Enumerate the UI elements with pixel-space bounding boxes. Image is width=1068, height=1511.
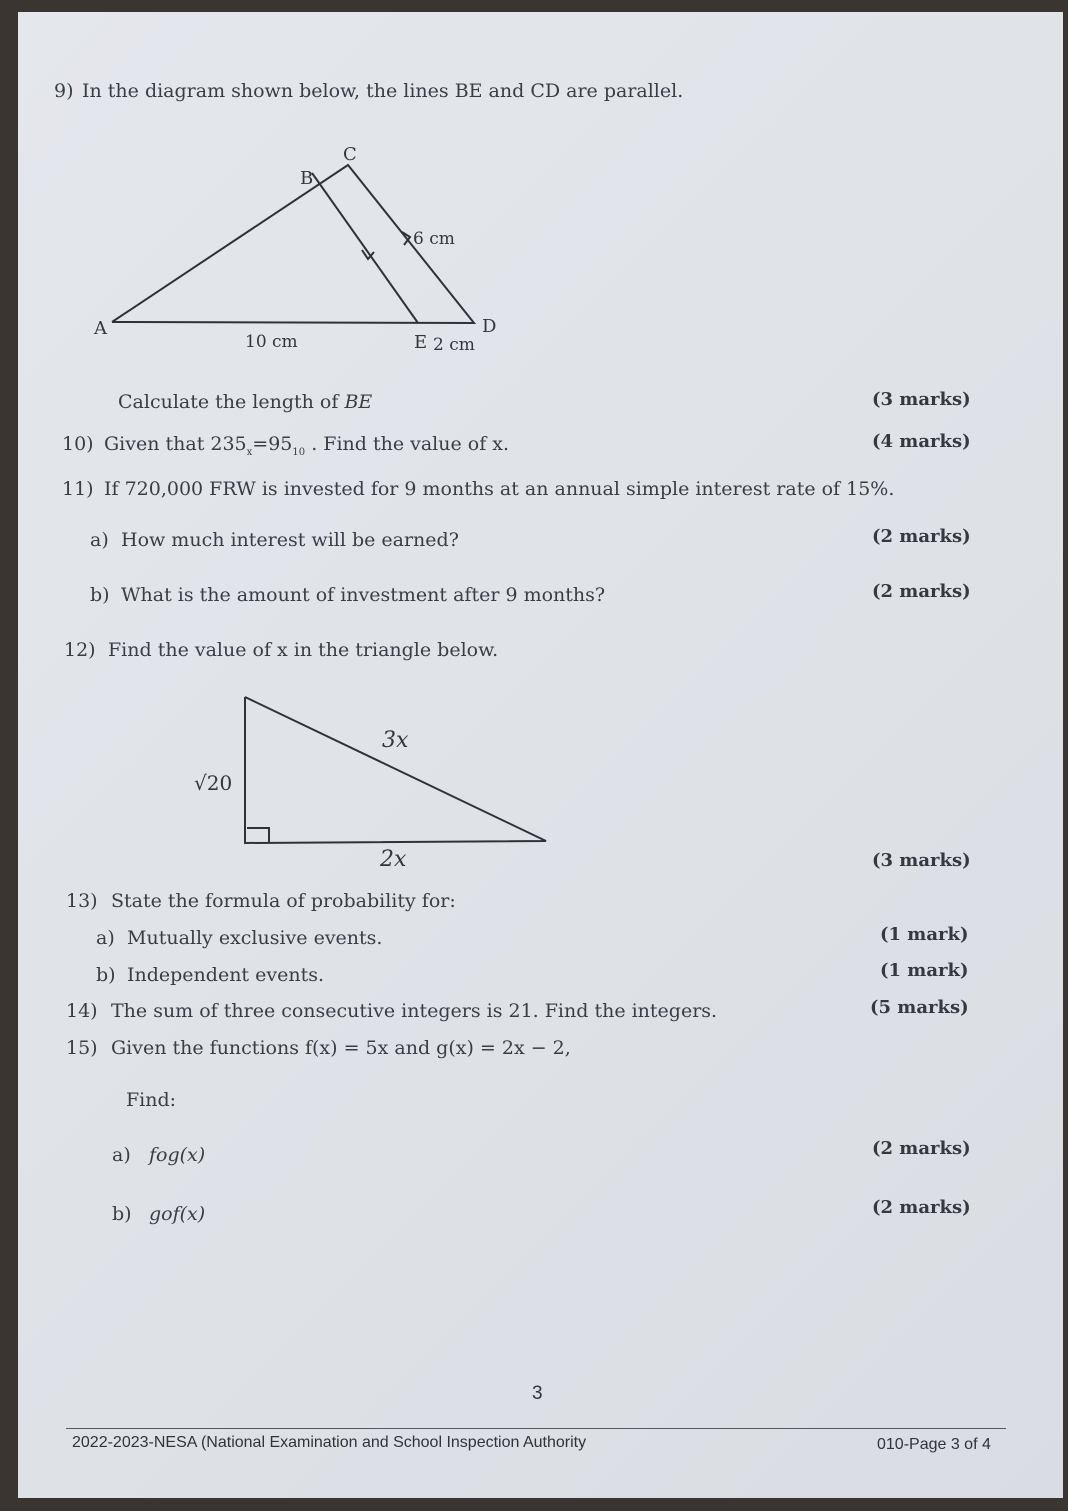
q9-text: In the diagram shown below, the lines BE and CD are parallel. — [82, 80, 684, 102]
q9-marks: (3 marks) — [872, 389, 971, 410]
q15b-number: b) — [112, 1203, 132, 1225]
q14-marks: (5 marks) — [870, 997, 969, 1018]
q13a-text: Mutually exclusive events. — [127, 927, 383, 949]
q12-text: Find the value of x in the triangle below. — [108, 639, 499, 661]
q9-task-var: BE — [344, 391, 373, 413]
q11b-text: What is the amount of investment after 9 months? — [121, 584, 606, 606]
q13a-number: a) — [96, 927, 115, 949]
q11b-marks: (2 marks) — [872, 581, 971, 602]
q13b-marks: (1 mark) — [880, 960, 969, 981]
q13b-number: b) — [96, 964, 116, 986]
q10-number: 10) — [62, 433, 94, 455]
label-ed-length: 2 cm — [433, 335, 475, 355]
q13-number: 13) — [66, 890, 98, 912]
q10-pre: Given that 235 — [104, 433, 247, 455]
q15-text: Given the functions f(x) = 5x and g(x) = 2x − 2, — [111, 1037, 571, 1059]
q15a-text: fog(x) — [149, 1144, 206, 1166]
q10-post: . Find the value of x. — [311, 433, 510, 455]
q15b-marks: (2 marks) — [872, 1197, 971, 1218]
q14-number: 14) — [66, 1000, 98, 1022]
label-e: E — [414, 332, 428, 353]
q11-text: If 720,000 FRW is invested for 9 months at an annual simple interest rate of 15%. — [104, 478, 895, 500]
q13a-marks: (1 mark) — [880, 924, 969, 945]
q15b-text: gof(x) — [149, 1203, 206, 1225]
q11a-number: a) — [90, 529, 109, 551]
page-number: 3 — [532, 1383, 543, 1404]
q11a-text: How much interest will be earned? — [121, 529, 459, 551]
q12-number: 12) — [64, 639, 96, 661]
label-cd-length: 6 cm — [413, 229, 455, 249]
q15-number: 15) — [66, 1037, 98, 1059]
label-b: B — [300, 168, 314, 189]
q14-text: The sum of three consecutive integers is 21. Find the integers. — [111, 1000, 718, 1022]
label-d: D — [482, 316, 497, 337]
footer-page-label: 010-Page 3 of 4 — [877, 1436, 991, 1453]
q11-number: 11) — [62, 478, 94, 500]
q15a-marks: (2 marks) — [872, 1138, 971, 1159]
q15-find: Find: — [126, 1089, 177, 1111]
q10-marks: (4 marks) — [872, 431, 971, 452]
q15a-number: a) — [112, 1144, 131, 1166]
label-base: 2x — [380, 847, 407, 872]
q10-mid: =95 — [252, 433, 293, 455]
q9-number: 9) — [54, 80, 74, 102]
label-ae-length: 10 cm — [245, 332, 298, 352]
footer-authority-text: 2022-2023-NESA (National Examination and School Inspection Authority — [72, 1434, 587, 1451]
label-vertical-side: √20 — [194, 771, 233, 795]
q10-base-x: x — [246, 446, 253, 458]
q9-task — [118, 391, 372, 413]
label-a: A — [94, 318, 107, 339]
footer-authority — [72, 1434, 586, 1452]
q10-text — [104, 433, 509, 458]
q11b-number: b) — [90, 584, 110, 606]
q13b-text: Independent events. — [127, 964, 324, 986]
q9-task-text: Calculate the length of — [118, 391, 339, 413]
q10-base-10: 10 — [292, 446, 306, 458]
q12-marks: (3 marks) — [872, 850, 971, 871]
q13-text: State the formula of probability for: — [111, 890, 456, 912]
label-c: C — [343, 144, 357, 165]
right-triangle-diagram — [245, 697, 546, 843]
footer-divider — [66, 1428, 1006, 1429]
label-hypotenuse: 3x — [382, 728, 409, 753]
q11a-marks: (2 marks) — [872, 526, 971, 547]
